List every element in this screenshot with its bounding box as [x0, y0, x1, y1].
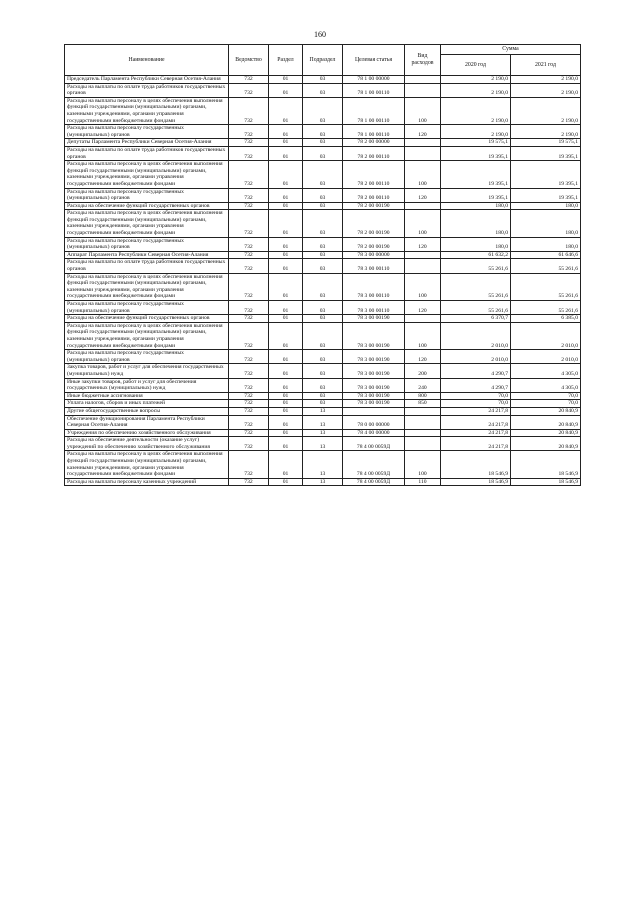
- cell-name: Расходы на обеспечение деятельности (оказание услуг) учреждений по обеспечению хозяйственного обслуживания: [65, 437, 229, 451]
- cell-department: 732: [229, 315, 269, 323]
- cell-department: 732: [229, 415, 269, 429]
- cell-expense-type: [405, 251, 441, 259]
- cell-department: 732: [229, 139, 269, 147]
- cell-sum-2020: 18 546,9: [441, 451, 511, 478]
- cell-sum-2021: 4 305,0: [511, 378, 581, 392]
- table-row: [65, 364, 581, 378]
- cell-name: Расходы на выплаты персоналу в целях обеспечения выполнения функций государственными (муниципальными) органами, казенными учреждениями, органами управления государственными внебюджетными фондами: [65, 210, 229, 237]
- table-row: [65, 407, 581, 415]
- cell-sum-2020: 55 261,6: [441, 273, 511, 300]
- table-row: [65, 188, 581, 202]
- cell-name: Уплата налогов, сборов и иных платежей: [65, 400, 229, 408]
- cell-sum-2020: 6 370,7: [441, 315, 511, 323]
- cell-target-article: 78 3 00 00190: [343, 350, 405, 364]
- page-number: 160: [314, 30, 326, 39]
- cell-sum-2020: 55 261,6: [441, 301, 511, 315]
- cell-sum-2021: 55 261,6: [511, 259, 581, 273]
- cell-expense-type: [405, 76, 441, 84]
- cell-sum-2021: 6 385,0: [511, 315, 581, 323]
- cell-expense-type: [405, 415, 441, 429]
- cell-subsection: 03: [303, 210, 343, 237]
- cell-department: 732: [229, 76, 269, 84]
- cell-section: 01: [269, 315, 303, 323]
- cell-target-article: 78 3 00 00110: [343, 301, 405, 315]
- cell-department: 732: [229, 429, 269, 437]
- cell-sum-2020: 2 010,0: [441, 322, 511, 349]
- cell-expense-type: 850: [405, 400, 441, 408]
- cell-subsection: 13: [303, 437, 343, 451]
- header-expense-type: Вид расходов: [405, 45, 441, 76]
- cell-department: 732: [229, 400, 269, 408]
- table-row: [65, 400, 581, 408]
- cell-subsection: 03: [303, 76, 343, 84]
- cell-name: Расходы на выплаты персоналу в целях обеспечения выполнения функций государственными (муниципальными) органами, казенными учреждениями, органами управления государственными внебюджетными фондами: [65, 322, 229, 349]
- cell-sum-2021: 19 395,1: [511, 161, 581, 188]
- cell-name: Председатель Парламента Республики Северная Осетия-Алания: [65, 76, 229, 84]
- cell-sum-2020: 4 290,7: [441, 378, 511, 392]
- table-row: [65, 378, 581, 392]
- cell-sum-2020: 19 575,1: [441, 139, 511, 147]
- cell-department: 732: [229, 125, 269, 139]
- table-row: [65, 237, 581, 251]
- cell-sum-2021: 19 395,1: [511, 146, 581, 160]
- cell-target-article: 78 4 00 00000: [343, 429, 405, 437]
- cell-subsection: 13: [303, 451, 343, 478]
- cell-section: 01: [269, 161, 303, 188]
- cell-sum-2021: 2 010,0: [511, 322, 581, 349]
- cell-sum-2021: 2 190,0: [511, 125, 581, 139]
- cell-sum-2021: 2 190,0: [511, 97, 581, 124]
- cell-section: 01: [269, 415, 303, 429]
- cell-subsection: 03: [303, 364, 343, 378]
- cell-expense-type: [405, 437, 441, 451]
- table-row: [65, 259, 581, 273]
- cell-sum-2020: 24 217,8: [441, 407, 511, 415]
- cell-sum-2021: 180,0: [511, 237, 581, 251]
- cell-name: Расходы на выплаты персоналу в целях обеспечения выполнения функций государственными (муниципальными) органами, казенными учреждениями, органами управления государственными внебюджетными фондами: [65, 451, 229, 478]
- cell-expense-type: 100: [405, 273, 441, 300]
- cell-name: Расходы на выплаты персоналу в целях обеспечения выполнения функций государственными (муниципальными) органами, казенными учреждениями, органами управления государственными внебюджетными фондами: [65, 273, 229, 300]
- cell-name: Расходы на выплаты персоналу в целях обеспечения выполнения функций государственными (муниципальными) органами, казенными учреждениями, органами управления государственными внебюджетными фондами: [65, 161, 229, 188]
- cell-sum-2020: 2 190,0: [441, 83, 511, 97]
- cell-sum-2021: 20 840,9: [511, 429, 581, 437]
- cell-expense-type: 120: [405, 237, 441, 251]
- cell-name: Иные бюджетные ассигнования: [65, 392, 229, 400]
- header-subsection: Подраздел: [303, 45, 343, 76]
- cell-target-article: 78 1 00 00000: [343, 76, 405, 84]
- header-year-2021: 2021 год: [511, 55, 581, 76]
- cell-sum-2021: 180,0: [511, 202, 581, 210]
- cell-department: 732: [229, 378, 269, 392]
- cell-name: Депутаты Парламента Республики Северная Осетия-Алания: [65, 139, 229, 147]
- cell-expense-type: 100: [405, 161, 441, 188]
- cell-target-article: 78 3 00 00110: [343, 273, 405, 300]
- table-row: [65, 392, 581, 400]
- table-row: [65, 202, 581, 210]
- cell-target-article: 78 3 00 00190: [343, 322, 405, 349]
- cell-sum-2020: 24 217,8: [441, 429, 511, 437]
- cell-name: Расходы на выплаты персоналу государственных (муниципальных) органов: [65, 237, 229, 251]
- table-row: [65, 161, 581, 188]
- cell-target-article: 78 3 00 00190: [343, 400, 405, 408]
- table-row: [65, 83, 581, 97]
- cell-expense-type: 110: [405, 478, 441, 486]
- cell-section: 01: [269, 83, 303, 97]
- cell-subsection: 03: [303, 188, 343, 202]
- cell-department: 732: [229, 273, 269, 300]
- table-row: [65, 350, 581, 364]
- budget-table: [64, 44, 581, 486]
- cell-subsection: 03: [303, 237, 343, 251]
- cell-expense-type: [405, 259, 441, 273]
- cell-subsection: 03: [303, 251, 343, 259]
- cell-subsection: 03: [303, 378, 343, 392]
- cell-department: 732: [229, 322, 269, 349]
- cell-department: 732: [229, 259, 269, 273]
- cell-sum-2021: 20 840,9: [511, 415, 581, 429]
- cell-target-article: 78 1 00 00110: [343, 125, 405, 139]
- table-body: [65, 76, 581, 486]
- cell-target-article: 78 3 00 00110: [343, 259, 405, 273]
- cell-section: 01: [269, 322, 303, 349]
- cell-section: 01: [269, 237, 303, 251]
- cell-expense-type: [405, 315, 441, 323]
- cell-name: Расходы на выплаты по оплате труда работников государственных органов: [65, 83, 229, 97]
- cell-department: 732: [229, 478, 269, 486]
- cell-department: 732: [229, 202, 269, 210]
- cell-expense-type: 120: [405, 125, 441, 139]
- cell-section: 01: [269, 392, 303, 400]
- table-row: [65, 76, 581, 84]
- cell-target-article: 78 0 00 00000: [343, 415, 405, 429]
- cell-sum-2021: 19 395,1: [511, 188, 581, 202]
- cell-subsection: 03: [303, 161, 343, 188]
- cell-expense-type: 100: [405, 451, 441, 478]
- table-row: [65, 125, 581, 139]
- table-row: [65, 322, 581, 349]
- cell-target-article: 78 4 00 0059Д: [343, 437, 405, 451]
- cell-department: 732: [229, 437, 269, 451]
- cell-sum-2021: 2 190,0: [511, 76, 581, 84]
- cell-sum-2020: 2 190,0: [441, 97, 511, 124]
- cell-section: 01: [269, 76, 303, 84]
- cell-sum-2020: 61 632,2: [441, 251, 511, 259]
- cell-section: 01: [269, 210, 303, 237]
- table-header: [65, 45, 581, 76]
- cell-expense-type: 120: [405, 301, 441, 315]
- cell-sum-2021: 4 305,0: [511, 364, 581, 378]
- cell-subsection: 03: [303, 97, 343, 124]
- cell-target-article: 78 3 00 00190: [343, 392, 405, 400]
- cell-subsection: 03: [303, 301, 343, 315]
- cell-sum-2021: 180,0: [511, 210, 581, 237]
- cell-target-article: 78 2 00 00110: [343, 188, 405, 202]
- cell-name: Расходы на выплаты по оплате труда работников государственных органов: [65, 259, 229, 273]
- cell-section: 01: [269, 251, 303, 259]
- cell-expense-type: 100: [405, 322, 441, 349]
- cell-expense-type: [405, 429, 441, 437]
- cell-target-article: 78 1 00 00110: [343, 83, 405, 97]
- table-row: [65, 315, 581, 323]
- cell-section: 01: [269, 97, 303, 124]
- cell-sum-2020: 180,0: [441, 202, 511, 210]
- cell-subsection: 13: [303, 407, 343, 415]
- cell-name: Расходы на выплаты персоналу государственных (муниципальных) органов: [65, 350, 229, 364]
- cell-name: Расходы на выплаты персоналу казенных учреждений: [65, 478, 229, 486]
- cell-subsection: 13: [303, 429, 343, 437]
- cell-department: 732: [229, 407, 269, 415]
- cell-target-article: 78 2 00 00190: [343, 202, 405, 210]
- cell-target-article: 78 3 00 00190: [343, 364, 405, 378]
- table-row: [65, 451, 581, 478]
- cell-expense-type: [405, 146, 441, 160]
- table-row: [65, 139, 581, 147]
- cell-expense-type: [405, 407, 441, 415]
- cell-department: 732: [229, 97, 269, 124]
- cell-sum-2020: 19 395,1: [441, 146, 511, 160]
- cell-subsection: 03: [303, 146, 343, 160]
- cell-sum-2020: 70,0: [441, 400, 511, 408]
- cell-department: 732: [229, 188, 269, 202]
- cell-name: Расходы на выплаты персоналу в целях обеспечения выполнения функций государственными (муниципальными) органами, казенными учреждениями, органами управления государственными внебюджетными фондами: [65, 97, 229, 124]
- table-row: [65, 415, 581, 429]
- cell-section: 01: [269, 350, 303, 364]
- cell-sum-2021: 2 010,0: [511, 350, 581, 364]
- cell-name: Расходы на выплаты по оплате труда работников государственных органов: [65, 146, 229, 160]
- cell-department: 732: [229, 350, 269, 364]
- cell-sum-2020: 19 395,1: [441, 161, 511, 188]
- cell-expense-type: [405, 83, 441, 97]
- cell-target-article: 78 2 00 00190: [343, 210, 405, 237]
- cell-sum-2021: 61 646,6: [511, 251, 581, 259]
- cell-target-article: 78 3 00 00190: [343, 315, 405, 323]
- cell-section: 01: [269, 407, 303, 415]
- cell-sum-2020: 55 261,6: [441, 259, 511, 273]
- cell-expense-type: 200: [405, 364, 441, 378]
- cell-section: 01: [269, 188, 303, 202]
- cell-name: Расходы на выплаты персоналу государственных (муниципальных) органов: [65, 301, 229, 315]
- cell-subsection: 03: [303, 350, 343, 364]
- cell-expense-type: [405, 202, 441, 210]
- cell-target-article: 78 3 00 00000: [343, 251, 405, 259]
- cell-subsection: 03: [303, 273, 343, 300]
- cell-expense-type: 100: [405, 210, 441, 237]
- cell-target-article: 78 2 00 00190: [343, 237, 405, 251]
- cell-sum-2020: 2 190,0: [441, 76, 511, 84]
- header-target-article: Целевая статья: [343, 45, 405, 76]
- cell-name: Расходы на обеспечение функций государственных органов: [65, 315, 229, 323]
- cell-subsection: 03: [303, 392, 343, 400]
- cell-sum-2021: 55 261,6: [511, 273, 581, 300]
- cell-department: 732: [229, 451, 269, 478]
- cell-department: 732: [229, 392, 269, 400]
- cell-sum-2021: 20 840,9: [511, 407, 581, 415]
- cell-subsection: 03: [303, 400, 343, 408]
- cell-section: 01: [269, 146, 303, 160]
- cell-section: 01: [269, 139, 303, 147]
- cell-subsection: 03: [303, 83, 343, 97]
- cell-sum-2020: 4 290,7: [441, 364, 511, 378]
- cell-subsection: 03: [303, 139, 343, 147]
- table-row: [65, 429, 581, 437]
- cell-target-article: 78 4 00 0059Д: [343, 478, 405, 486]
- cell-department: 732: [229, 210, 269, 237]
- cell-target-article: 78 2 00 00110: [343, 146, 405, 160]
- cell-sum-2021: 2 190,0: [511, 83, 581, 97]
- cell-subsection: 03: [303, 202, 343, 210]
- cell-section: 01: [269, 125, 303, 139]
- cell-department: 732: [229, 364, 269, 378]
- cell-department: 732: [229, 161, 269, 188]
- cell-target-article: 78 2 00 00000: [343, 139, 405, 147]
- cell-expense-type: 120: [405, 350, 441, 364]
- cell-name: Расходы на обеспечение функций государственных органов: [65, 202, 229, 210]
- cell-sum-2021: 70,0: [511, 392, 581, 400]
- cell-expense-type: 100: [405, 97, 441, 124]
- cell-sum-2021: 55 261,6: [511, 301, 581, 315]
- cell-sum-2021: 18 546,9: [511, 478, 581, 486]
- cell-subsection: 13: [303, 415, 343, 429]
- cell-subsection: 13: [303, 478, 343, 486]
- cell-sum-2020: 180,0: [441, 210, 511, 237]
- cell-sum-2021: 18 546,9: [511, 451, 581, 478]
- cell-section: 01: [269, 364, 303, 378]
- cell-target-article: [343, 407, 405, 415]
- cell-section: 01: [269, 301, 303, 315]
- cell-section: 01: [269, 378, 303, 392]
- cell-department: 732: [229, 83, 269, 97]
- cell-sum-2021: 70,0: [511, 400, 581, 408]
- table-row: [65, 273, 581, 300]
- cell-sum-2020: 180,0: [441, 237, 511, 251]
- cell-section: 01: [269, 273, 303, 300]
- cell-sum-2020: 2 010,0: [441, 350, 511, 364]
- header-name: Наименование: [65, 45, 229, 76]
- cell-sum-2020: 24 217,8: [441, 415, 511, 429]
- cell-department: 732: [229, 251, 269, 259]
- cell-section: 01: [269, 437, 303, 451]
- header-section: Раздел: [269, 45, 303, 76]
- cell-department: 732: [229, 301, 269, 315]
- cell-sum-2020: 70,0: [441, 392, 511, 400]
- table-row: [65, 97, 581, 124]
- table-row: [65, 251, 581, 259]
- table-row: [65, 210, 581, 237]
- cell-expense-type: 800: [405, 392, 441, 400]
- cell-sum-2020: 19 395,1: [441, 188, 511, 202]
- table-row: [65, 437, 581, 451]
- cell-target-article: 78 4 00 0059Д: [343, 451, 405, 478]
- cell-name: Расходы на выплаты персоналу государственных (муниципальных) органов: [65, 125, 229, 139]
- cell-expense-type: 120: [405, 188, 441, 202]
- cell-name: Закупка товаров, работ и услуг для обеспечения государственных (муниципальных) нужд: [65, 364, 229, 378]
- cell-subsection: 03: [303, 259, 343, 273]
- cell-subsection: 03: [303, 315, 343, 323]
- cell-target-article: 78 2 00 00110: [343, 161, 405, 188]
- cell-name: Учреждения по обеспечению хозяйственного обслуживания: [65, 429, 229, 437]
- cell-target-article: 78 3 00 00190: [343, 378, 405, 392]
- table-row: [65, 478, 581, 486]
- table-row: [65, 146, 581, 160]
- cell-name: Аппарат Парламента Республики Северная Осетия-Алания: [65, 251, 229, 259]
- cell-sum-2020: 24 217,8: [441, 437, 511, 451]
- cell-sum-2020: 18 546,9: [441, 478, 511, 486]
- cell-subsection: 03: [303, 322, 343, 349]
- cell-name: Расходы на выплаты персоналу государственных (муниципальных) органов: [65, 188, 229, 202]
- cell-subsection: 03: [303, 125, 343, 139]
- cell-section: 01: [269, 429, 303, 437]
- cell-section: 01: [269, 451, 303, 478]
- header-department: Ведомство: [229, 45, 269, 76]
- cell-name: Иные закупки товаров, работ и услуг для обеспечения государственных (муниципальных) нужд: [65, 378, 229, 392]
- cell-name: Обеспечение функционирования Парламента Республики Северная Осетия-Алания: [65, 415, 229, 429]
- cell-department: 732: [229, 146, 269, 160]
- cell-section: 01: [269, 400, 303, 408]
- cell-expense-type: [405, 139, 441, 147]
- cell-section: 01: [269, 202, 303, 210]
- header-year-2020: 2020 год: [441, 55, 511, 76]
- cell-expense-type: 240: [405, 378, 441, 392]
- cell-section: 01: [269, 259, 303, 273]
- cell-department: 732: [229, 237, 269, 251]
- cell-sum-2021: 20 840,9: [511, 437, 581, 451]
- cell-sum-2020: 2 190,0: [441, 125, 511, 139]
- cell-sum-2021: 19 575,1: [511, 139, 581, 147]
- table-row: [65, 301, 581, 315]
- header-sum: Сумма: [441, 45, 581, 55]
- cell-target-article: 78 1 00 00110: [343, 97, 405, 124]
- cell-name: Другие общегосударственные вопросы: [65, 407, 229, 415]
- cell-section: 01: [269, 478, 303, 486]
